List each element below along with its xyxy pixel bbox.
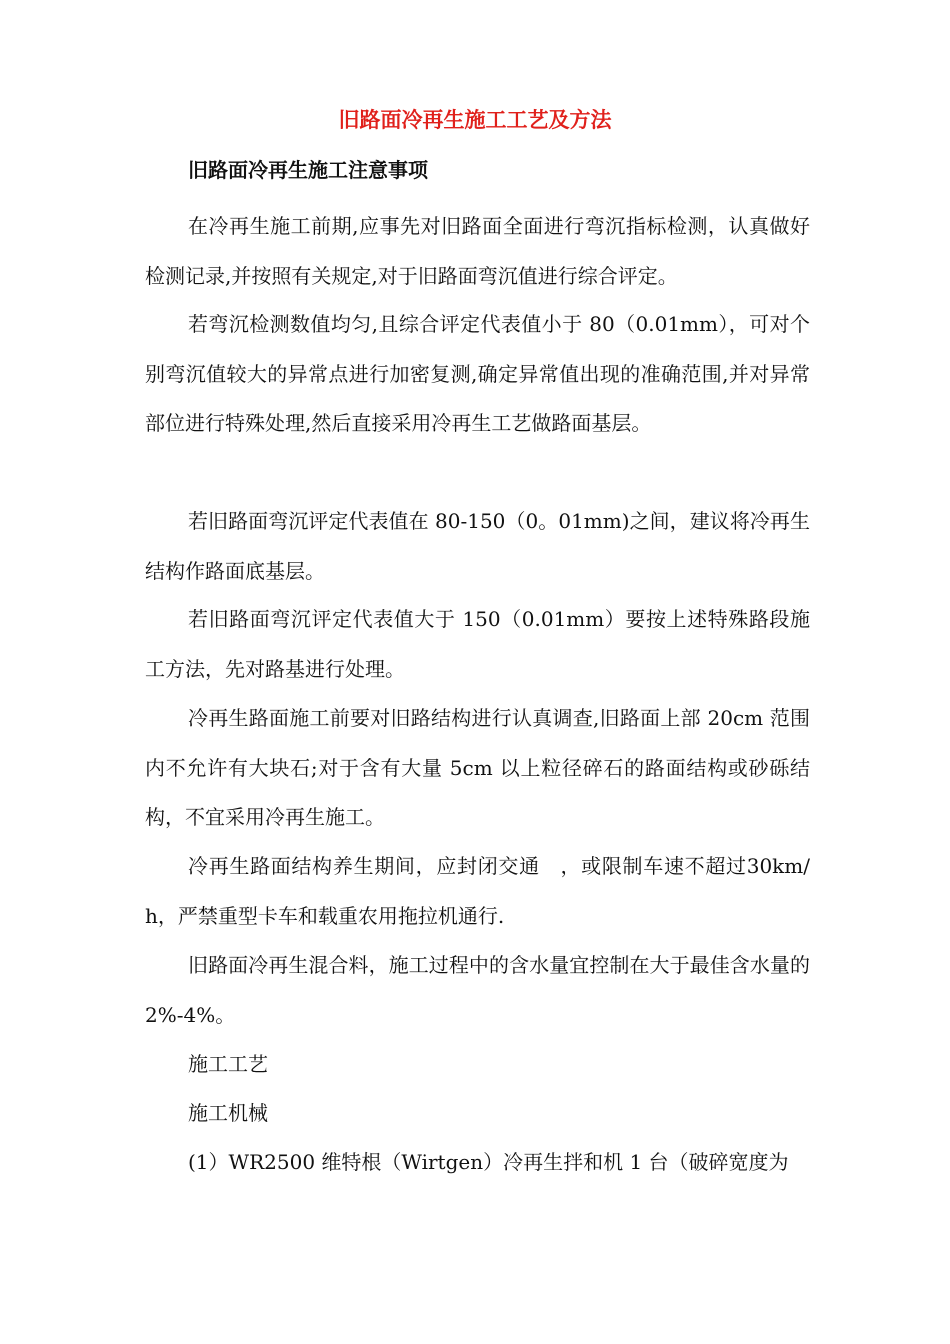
paragraph-uniform-deflection: 若弯沉检测数值均匀,且综合评定代表值小于 80（0.01mm），可对个别弯沉值较大的异常点进行加密复测,确定异常值出现的准确范围,并对异常部位进行特殊处理,然后直接采用冷再生工艺做路面基层。 xyxy=(145,312,810,435)
paragraph-deflection-over-150: 若旧路面弯沉评定代表值大于 150（0.01mm）要按上述特殊路段施工方法，先对路基进行处理。 xyxy=(145,607,810,681)
document-title: 旧路面冷再生施工工艺及方法 xyxy=(338,107,612,132)
paragraph-machine-item-1: (1）WR2500 维特根（Wirtgen）冷再生拌和机 1 台（破碎宽度为 xyxy=(188,1150,789,1174)
subheading-construction-process: 施工工艺 xyxy=(188,1052,268,1076)
paragraph-moisture-content: 旧路面冷再生混合料，施工过程中的含水量宜控制在大于最佳含水量的 2%-4%。 xyxy=(145,953,810,1027)
subheading-construction-machinery: 施工机械 xyxy=(188,1101,268,1125)
section-heading: 旧路面冷再生施工注意事项 xyxy=(188,158,428,182)
paragraph-structure-survey: 冷再生路面施工前要对旧路结构进行认真调查,旧路面上部 20cm 范围内不允许有大块石;对于含有大量 5cm 以上粒径碎石的路面结构或砂砾结构，不宜采用冷再生施工。 xyxy=(145,706,810,829)
paragraph-curing-traffic: 冷再生路面结构养生期间，应封闭交通 ，或限制车速不超过30km/h，严禁重型卡车和载重农用拖拉机通行. xyxy=(145,854,810,928)
paragraph-deflection-80-150: 若旧路面弯沉评定代表值在 80-150（0。01mm)之间，建议将冷再生结构作路面底基层。 xyxy=(145,509,810,583)
paragraph-deflection-inspection: 在冷再生施工前期,应事先对旧路面全面进行弯沉指标检测，认真做好检测记录,并按照有关规定,对于旧路面弯沉值进行综合评定。 xyxy=(145,214,810,288)
